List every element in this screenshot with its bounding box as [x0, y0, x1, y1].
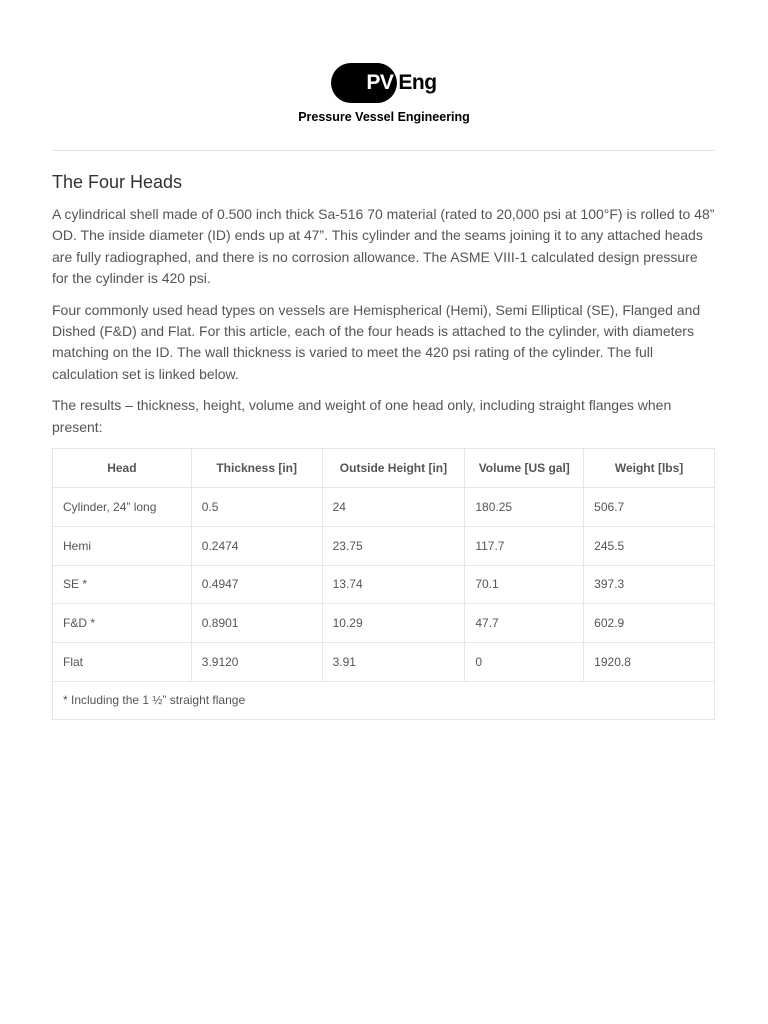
table-cell: 1920.8: [584, 642, 715, 681]
logo-eng-text: Eng: [398, 71, 437, 94]
col-weight-header: Weight [lbs]: [584, 449, 715, 488]
header-divider: [52, 150, 715, 151]
logo-tagline: Pressure Vessel Engineering: [298, 110, 470, 124]
table-row: [53, 526, 715, 565]
col-head-header: Head: [53, 449, 192, 488]
table-cell: 0: [465, 642, 584, 681]
table-cell: F&D *: [53, 604, 192, 643]
table-cell: Flat: [53, 642, 192, 681]
table-cell: 24: [322, 488, 465, 527]
col-height-header: Outside Height [in]: [322, 449, 465, 488]
table-cell: 602.9: [584, 604, 715, 643]
table-cell: 3.9120: [191, 642, 322, 681]
table-cell: 117.7: [465, 526, 584, 565]
table-cell: 23.75: [322, 526, 465, 565]
table-row: [53, 565, 715, 604]
table-row: [53, 488, 715, 527]
table-footnote-row: [53, 681, 715, 720]
logo-pill: [331, 63, 397, 103]
col-volume-header: Volume [US gal]: [465, 449, 584, 488]
table-cell: 180.25: [465, 488, 584, 527]
col-thickness-header: Thickness [in]: [191, 449, 322, 488]
table-footnote: * Including the 1 ½” straight flange: [53, 681, 715, 720]
table-cell: 0.2474: [191, 526, 322, 565]
table-cell: 13.74: [322, 565, 465, 604]
table-cell: 3.91: [322, 642, 465, 681]
table-cell: Hemi: [53, 526, 192, 565]
table-cell: 47.7: [465, 604, 584, 643]
table-cell: 0.8901: [191, 604, 322, 643]
table-cell: 0.4947: [191, 565, 322, 604]
table-cell: Cylinder, 24” long: [53, 488, 192, 527]
table-row: [53, 604, 715, 643]
heads-table: [52, 448, 715, 720]
table-cell: SE *: [53, 565, 192, 604]
table-row: [53, 642, 715, 681]
table-cell: 397.3: [584, 565, 715, 604]
article-title: The Four Heads: [52, 172, 183, 192]
table-cell: 0.5: [191, 488, 322, 527]
site-header: [0, 62, 768, 124]
table-cell: 506.7: [584, 488, 715, 527]
pveng-logo[interactable]: [331, 62, 436, 104]
article-paragraph-2: Four commonly used head types on vessels are Hemispherical (Hemi), Semi Elliptical (SE), Flanged and Dished (F&D) and Flat. For this article, each of the four heads is attached to the cylinder, with diameters matching on the ID. The wall thickness is varied to meet the 420 psi rating of the cylinder. The full calculation set is linked below.: [52, 301, 701, 382]
table-header-row: [53, 449, 715, 488]
article-content: [52, 170, 716, 720]
logo-pv-text: PV: [366, 71, 394, 94]
article-paragraph-3: The results – thickness, height, volume and weight of one head only, including straight flanges when present:: [52, 397, 672, 435]
table-cell: 10.29: [322, 604, 465, 643]
article-paragraph-1: A cylindrical shell made of 0.500 inch thick Sa-516 70 material (rated to 20,000 psi at 100°F) is rolled to 48” OD. The inside diameter (ID) ends up at 47”. This cylinder and the seams joining it to any attached heads are fully radiographed, and there is no corrosion allowance. The ASME VIII-1 calculated design pressure for the cylinder is 420 psi.: [52, 206, 715, 286]
table-cell: 70.1: [465, 565, 584, 604]
table-cell: 245.5: [584, 526, 715, 565]
